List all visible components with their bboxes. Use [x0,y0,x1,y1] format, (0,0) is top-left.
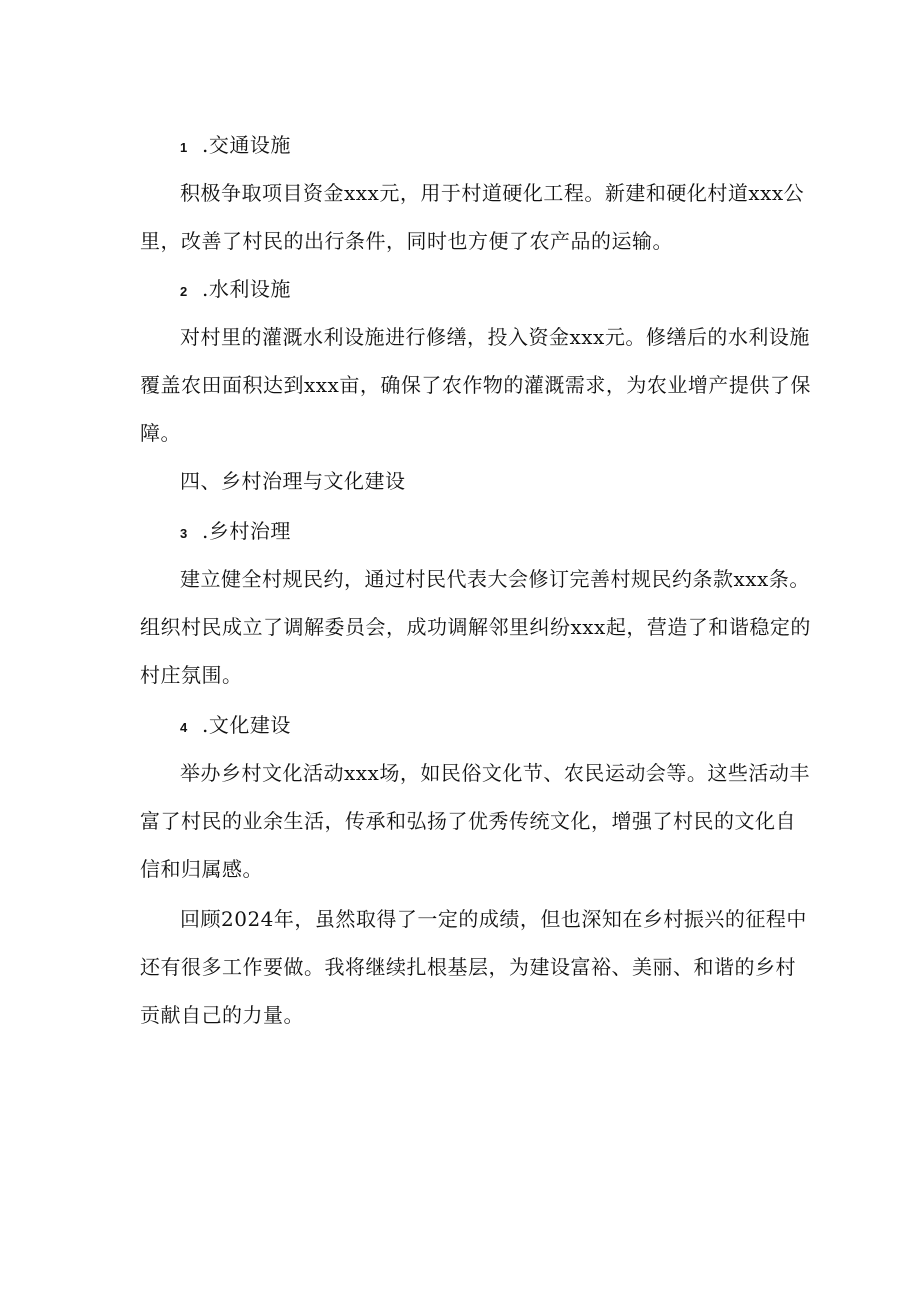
paragraph-line: 举办乡村文化活动xxx场，如民俗文化节、农民运动会等。这些活动丰 [180,761,810,785]
paragraph-line: 覆盖农田面积达到xxx亩，确保了农作物的灌溉需求，为农业增产提供了保 [140,373,811,397]
section-number: 1 [180,140,188,155]
paragraph-line: 积极争取项目资金xxx元，用于村道硬化工程。新建和硬化村道xxx公 [180,181,805,205]
section-heading-1 [180,130,840,163]
section-title: .水利设施 [202,277,291,301]
paragraph-line: 组织村民成立了调解委员会，成功调解邻里纠纷xxx起，营造了和谐稳定的 [140,615,811,639]
paragraph-line: 村庄氛围。 [140,663,243,687]
section-number: 3 [180,526,188,541]
paragraph-line: 还有很多工作要做。我将继续扎根基层，为建设富裕、美丽、和谐的乡村 [140,955,796,979]
paragraph-line: 里，改善了村民的出行条件，同时也方便了农产品的运输。 [140,229,673,253]
section-title: .文化建设 [202,713,291,737]
section-number: 2 [180,284,188,299]
section-heading-4 [180,710,840,743]
paragraph-line: 建立健全村规民约，通过村民代表大会修订完善村规民约条款xxx条。 [180,567,810,591]
paragraph-line: 富了村民的业余生活，传承和弘扬了优秀传统文化，增强了村民的文化自 [140,809,796,833]
section-number: 4 [180,720,188,735]
section-title: .乡村治理 [202,519,291,543]
section-heading-3 [180,516,840,549]
section-title: .交通设施 [202,133,291,157]
paragraph-line: 信和归属感。 [140,857,263,881]
paragraph-line: 障。 [140,421,181,445]
paragraph-line: 对村里的灌溉水利设施进行修缮，投入资金xxx元。修缮后的水利设施 [180,325,810,349]
paragraph-line: 贡献自己的力量。 [140,1003,304,1027]
section-heading-2 [180,274,840,307]
chapter-heading: 四、乡村治理与文化建设 [180,469,406,493]
paragraph-line: 回顾2024年，虽然取得了一定的成绩，但也深知在乡村振兴的征程中 [180,907,807,931]
